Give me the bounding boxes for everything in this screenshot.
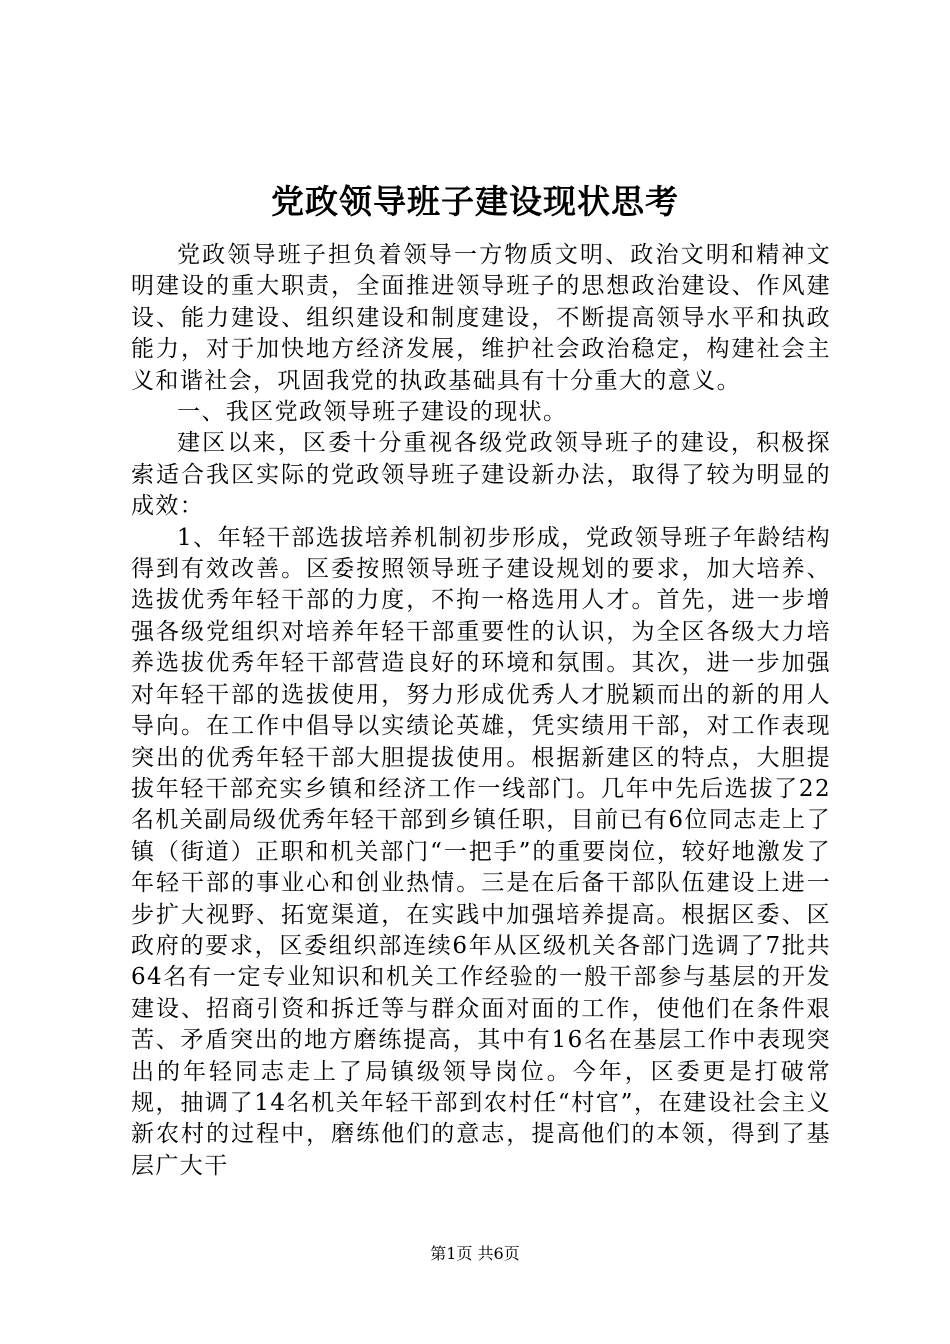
section-heading: 一、我区党政领导班子建设的现状。 — [177, 399, 568, 426]
document-title: 党政领导班子建设现状思考 — [271, 182, 679, 221]
page-footer: 第1页 共6页 — [430, 1244, 520, 1263]
paragraph-point-1: 1、年轻干部选拔培养机制初步形成，党政领导班子年龄结构得到有效改善。区委按照领导班子建设规划的要求，加大培养、选拔优秀年轻干部的力度，不拘一格选用人才。首先，进一步增强各级党组织对培养年轻干部重要性的认识，为全区各级大力培养选拔优秀年轻干部营造良好的环境和氛围。其次，进一步加强对年轻干部的选拔使用，努力形成优秀人才脱颖而出的新的用人导向。在工作中倡导以实绩论英雄，凭实绩用干部，对工作表现突出的优秀年轻干部大胆提拔使用。根据新建区的特点，大胆提拔年轻干部充实乡镇和经济工作一线部门。几年中先后选拔了22名机关副局级优秀年轻干部到乡镇任职，目前已有6位同志走上了镇（街道）正职和机关部门“一把手”的重要岗位，较好地激发了年轻干部的事业心和创业热情。三是在后备干部队伍建设上进一步扩大视野、拓宽渠道，在实践中加强培养提高。根据区委、区政府的要求，区委组织部连续6年从区级机关各部门选调了7批共64名有一定专业知识和机关工作经验的一般干部参与基层的开发建设、招商引资和拆迁等与群众面对面的工作，使他们在条件艰苦、矛盾突出的地方磨练提高，其中有16名在基层工作中表现突出的年轻同志走上了局镇级领导岗位。今年，区委更是打破常规，抽调了14名机关年轻干部到农村任“村官”，在建设社会主义新农村的过程中，磨练他们的意志，提高他们的本领，得到了基层广大干 — [131, 524, 831, 1179]
document-body — [131, 240, 831, 1182]
paragraph-intro: 党政领导班子担负着领导一方物质文明、政治文明和精神文明建设的重大职责，全面推进领导班子的思想政治建设、作风建设、能力建设、组织建设和制度建设，不断提高领导水平和执政能力，对于加快地方经济发展，维护社会政治稳定，构建社会主义和谐社会，巩固我党的执政基础具有十分重大的意义。 — [131, 242, 831, 394]
paragraph-overview: 建区以来，区委十分重视各级党政领导班子的建设，积极探索适合我区实际的党政领导班子建设新办法，取得了较为明显的成效： — [131, 430, 831, 520]
